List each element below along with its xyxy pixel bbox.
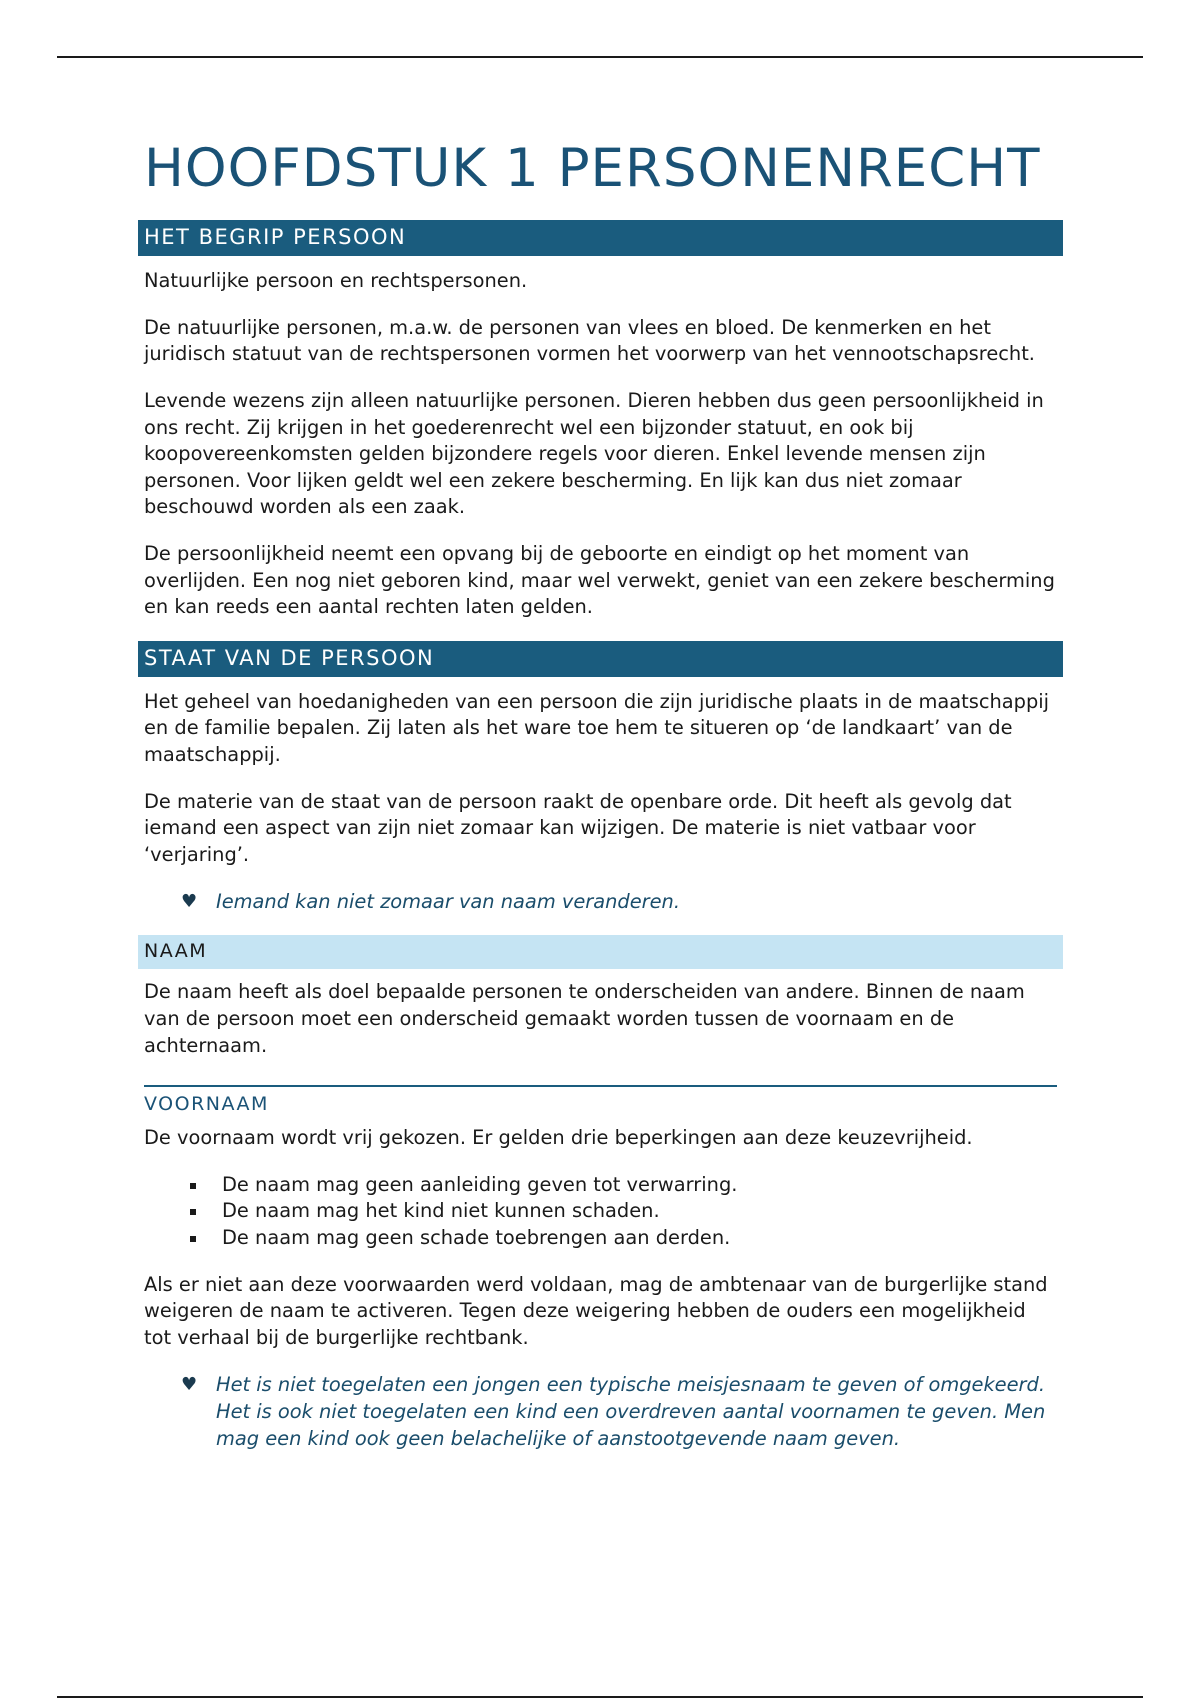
example-note <box>181 888 1057 915</box>
subsection-heading-naam: NAAM <box>138 935 1063 969</box>
heart-bullet-icon: ♥ <box>181 1374 198 1396</box>
paragraph: Natuurlijke persoon en rechtspersonen. <box>144 269 528 293</box>
section-heading-begrip: HET BEGRIP PERSOON <box>138 220 1063 256</box>
example-note <box>181 1371 1057 1452</box>
subsubsection-heading-voornaam: VOORNAAM <box>144 1085 1057 1117</box>
page-top-rule <box>57 56 1143 58</box>
square-bullet-icon <box>190 1183 196 1189</box>
page-content <box>138 140 1063 1472</box>
paragraph: Het geheel van hoedanigheden van een persoon die zijn juridische plaats in de maatschappij en de familie bepalen. Zij laten als het ware toe hem te situeren op ‘de landkaart’ van de maatschappij. <box>144 689 1050 767</box>
list-item <box>222 1198 1057 1225</box>
paragraph: De voornaam wordt vrij gekozen. Er gelden drie beperkingen aan deze keuzevrijheid. <box>144 1126 973 1150</box>
chapter-title: HOOFDSTUK 1 PERSONENRECHT <box>144 138 1041 199</box>
page-bottom-rule <box>57 1696 1143 1698</box>
square-bullet-icon <box>190 1209 196 1215</box>
paragraph: Als er niet aan deze voorwaarden werd voldaan, mag de ambtenaar van de burgerlijke stand weigeren de naam te activeren. Tegen deze weigering hebben de ouders een mogelijkheid tot verhaal bij de burgerlijke rechtbank. <box>144 1272 1048 1349</box>
example-text: Het is niet toegelaten een jongen een typische meisjesnaam te geven of omgekeerd. Het is ook niet toegelaten een kind een overdreven aantal voornamen te geven. Men mag een kind ook geen belachelijke of aanstootgevende naam geven. <box>216 1373 1046 1451</box>
paragraph: De naam heeft als doel bepaalde personen te onderscheiden van andere. Binnen de naam van de persoon moet een onderscheid gemaakt worden tussen de voornaam en de achternaam. <box>144 980 1025 1057</box>
example-text: Iemand kan niet zomaar van naam veranderen. <box>216 890 681 914</box>
list-item <box>222 1172 1057 1199</box>
section-heading-staat: STAAT VAN DE PERSOON <box>138 641 1063 677</box>
list-item-text: De naam mag het kind niet kunnen schaden. <box>222 1199 660 1223</box>
paragraph: De persoonlijkheid neemt een opvang bij de geboorte en eindigt op het moment van overlijden. Een nog niet geboren kind, maar wel verwekt, geniet van een zekere bescherming en kan reeds een aantal rechten laten gelden. <box>144 542 1055 619</box>
heart-bullet-icon: ♥ <box>181 891 198 913</box>
square-bullet-icon <box>190 1236 196 1242</box>
list-item-text: De naam mag geen schade toebrengen aan derden. <box>222 1225 731 1249</box>
paragraph: De natuurlijke personen, m.a.w. de personen van vlees en bloed. De kenmerken en het juridisch statuut van de rechtspersonen vormen het voorwerp van het vennootschapsrecht. <box>144 315 1035 366</box>
list-item <box>222 1225 1057 1252</box>
list-item-text: De naam mag geen aanleiding geven tot verwarring. <box>222 1172 738 1196</box>
paragraph: De materie van de staat van de persoon raakt de openbare orde. Dit heeft als gevolg dat iemand een aspect van zijn niet zomaar kan wijzigen. De materie is niet vatbaar voor ‘verjaring’. <box>144 789 1012 866</box>
paragraph: Levende wezens zijn alleen natuurlijke personen. Dieren hebben dus geen persoonlijkheid in ons recht. Zij krijgen in het goederenrecht wel een bijzonder statuut, en ook bij koopovereenkomsten gelden bijzondere regels voor dieren. Enkel levende mensen zijn personen. Voor lijken geldt wel een zekere bescherming. En lijk kan dus niet zomaar beschouwd worden als een zaak. <box>144 389 1044 519</box>
restriction-list <box>144 1172 1057 1252</box>
